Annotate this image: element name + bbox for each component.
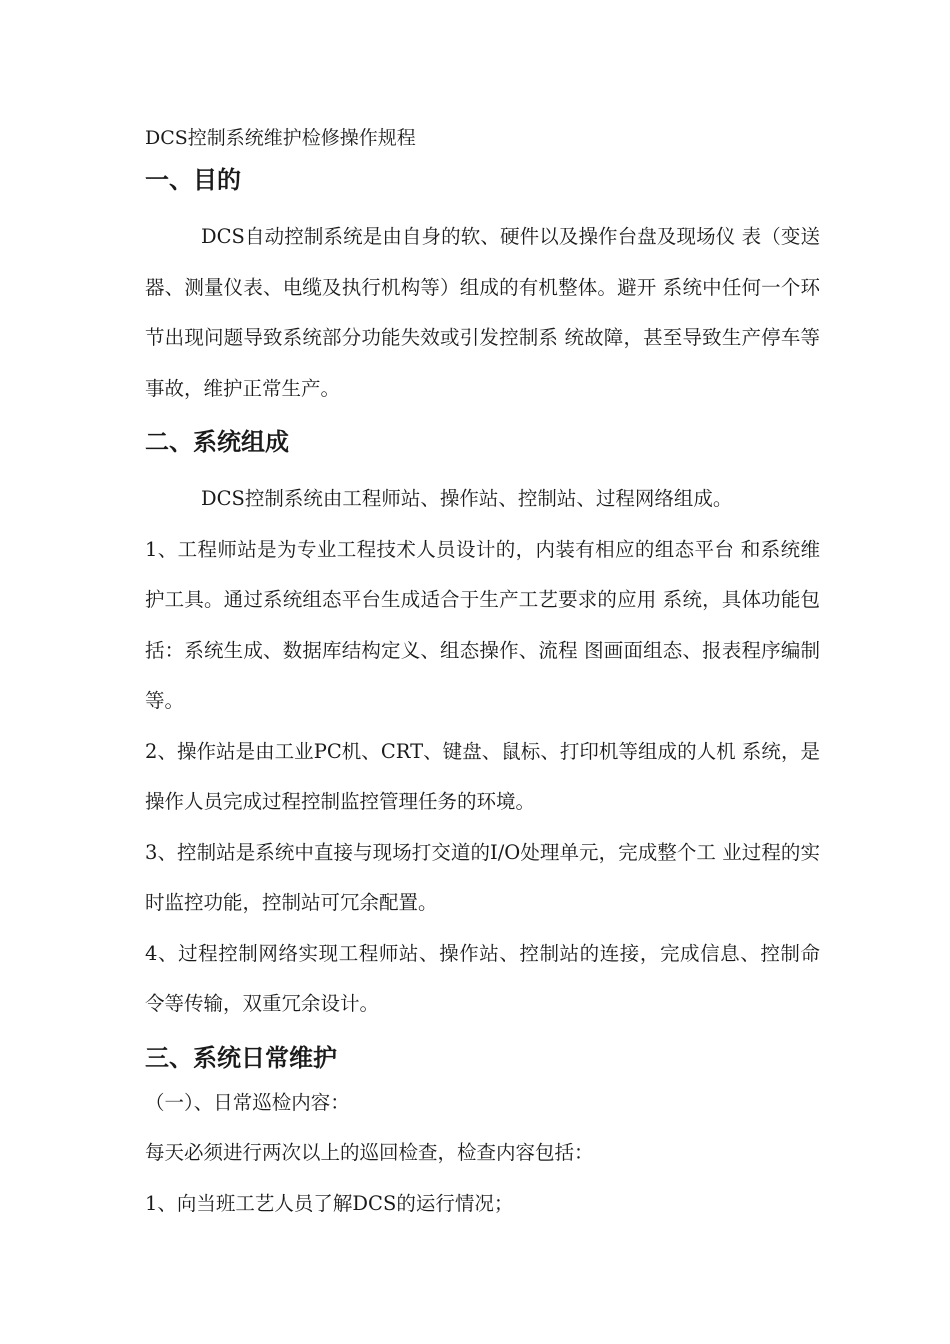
- paragraph-control-station: 3、控制站是系统中直接与现场打交道的I/O处理单元，完成整个工 业过程的实时监控功能，控制站可冗余配置。: [145, 840, 820, 914]
- section-heading-daily-maintenance: 三、系统日常维护: [145, 1042, 337, 1072]
- paragraph-inspection-item-1: 1、向当班工艺人员了解DCS的运行情况；: [145, 1191, 514, 1215]
- document-page: [145, 118, 820, 1229]
- paragraph-inspection-frequency: 每天必须进行两次以上的巡回检查，检查内容包括：: [145, 1141, 594, 1164]
- paragraph-purpose: DCS自动控制系统是由自身的软、硬件以及操作台盘及现场仪 表（变送器、测量仪表、电缆及执行机构等）组成的有机整体。避开 系统中任何一个环节出现问题导致系统部分功能失效或引发控制系 统故障，甚至导致生产停车等事故，维护正常生产。: [145, 225, 820, 400]
- section-heading-purpose: 一、目的: [145, 165, 241, 194]
- paragraph-operator-station: 2、操作站是由工业PC机、CRT、键盘、鼠标、打印机等组成的人机 系统，是操作人员完成过程控制监控管理任务的环境。: [145, 739, 820, 813]
- paragraph-engineer-station: 1、工程师站是为专业工程技术人员设计的，内装有相应的组态平台 和系统维护工具。通过系统组态平台生成适合于生产工艺要求的应用 系统，具体功能包括：系统生成、数据库结构定义、组态操作、流程 图画面组态、报表程序编制等。: [145, 537, 820, 712]
- section-heading-composition: 二、系统组成: [145, 427, 289, 456]
- paragraph-composition-intro: DCS控制系统由工程师站、操作站、控制站、过程网络组成。: [201, 487, 733, 510]
- document-title: DCS控制系统维护检修操作规程: [145, 127, 416, 149]
- subheading-daily-inspection: （一）、日常巡检内容：: [145, 1090, 350, 1114]
- paragraph-process-network: 4、过程控制网络实现工程师站、操作站、控制站的连接，完成信息、控制命令等传输，双重冗余设计。: [145, 941, 820, 1015]
